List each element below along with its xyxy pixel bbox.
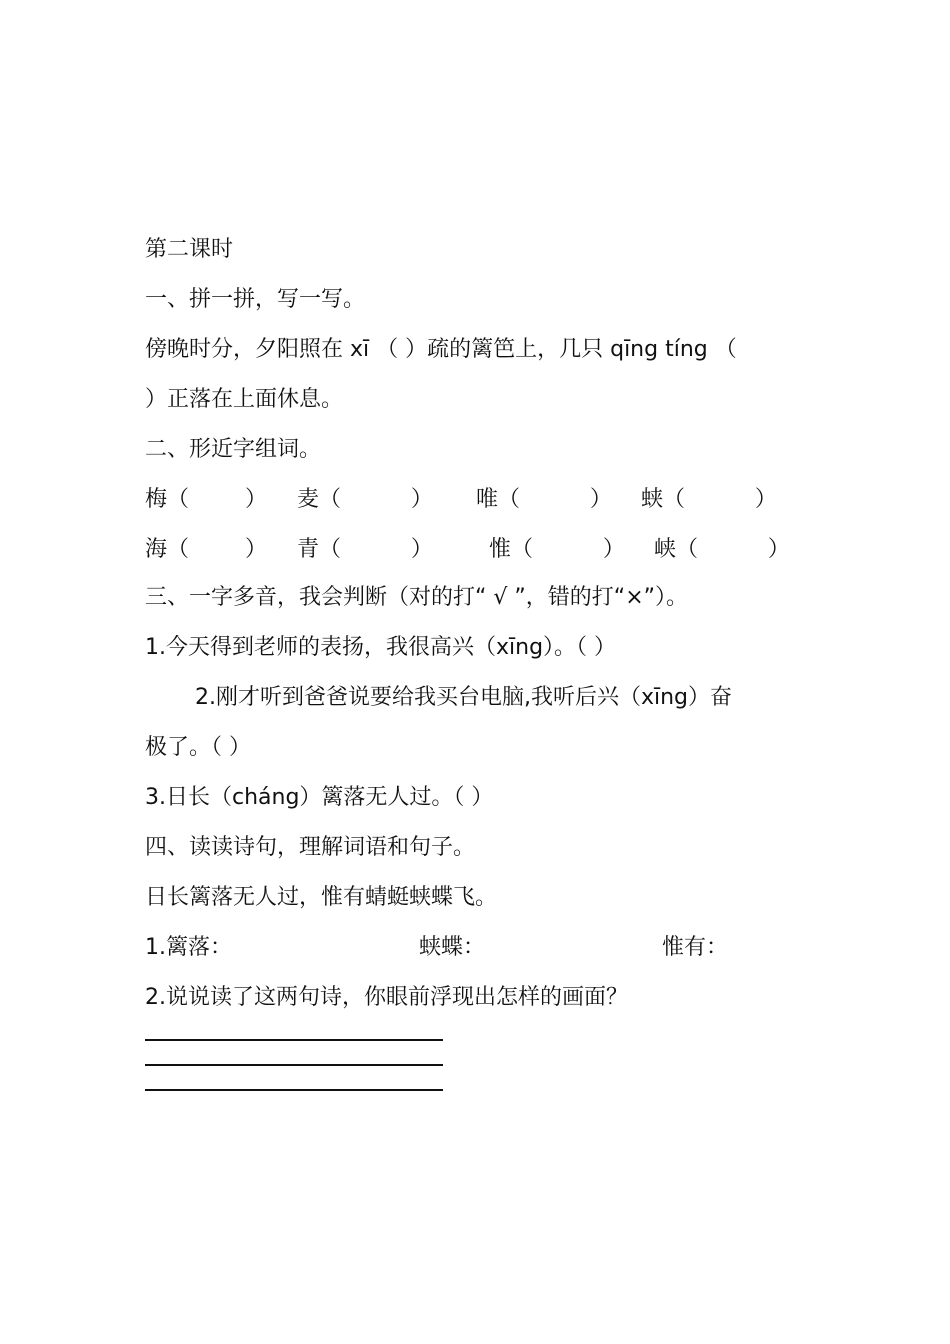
word-group-item: 麦（ ） bbox=[297, 487, 433, 512]
judgement-item-2-line2: 极了。（ ） bbox=[145, 735, 251, 760]
term-label: 蛱蝶： bbox=[419, 935, 486, 960]
word-group-item: 梅（ ） bbox=[145, 487, 267, 512]
term-label: 1.篱落： bbox=[145, 935, 232, 960]
word-group-item: 惟（ ） bbox=[489, 537, 625, 562]
term-label: 惟有： bbox=[662, 935, 729, 960]
picture-question: 2.说说读了这两句诗，你眼前浮现出怎样的画面？ bbox=[145, 985, 628, 1010]
answer-line bbox=[145, 1039, 443, 1041]
section1-text-line2: ）正落在上面休息。 bbox=[145, 387, 344, 412]
word-group-item: 蛱（ ） bbox=[641, 487, 777, 512]
section3-heading: 三、一字多音，我会判断（对的打“ √ ”，错的打“×”）。 bbox=[145, 585, 689, 610]
judgement-item-2-line1: 2.刚才听到爸爸说要给我买台电脑,我听后兴（xīng）奋 bbox=[195, 685, 733, 710]
section2-heading: 二、形近字组词。 bbox=[145, 437, 322, 462]
word-group-item: 海（ ） bbox=[145, 537, 267, 562]
word-group-item: 峡（ ） bbox=[654, 537, 790, 562]
section4-heading: 四、读读诗句，理解词语和句子。 bbox=[145, 835, 476, 860]
section1-text-line1: 傍晚时分，夕阳照在 xī （ ）疏的篱笆上，几只 qīng tíng （ bbox=[145, 337, 737, 362]
answer-line bbox=[145, 1089, 443, 1091]
word-group-row-1 bbox=[145, 485, 805, 515]
section1-heading: 一、拼一拼，写一写。 bbox=[145, 287, 366, 312]
judgement-item-3: 3.日长（cháng）篱落无人过。（ ） bbox=[145, 785, 494, 810]
poem-lines: 日长篱落无人过，惟有蜻蜓蛱蝶飞。 bbox=[145, 885, 498, 910]
judgement-item-1: 1.今天得到老师的表扬，我很高兴（xīng）。（ ） bbox=[145, 635, 617, 660]
lesson-title: 第二课时 bbox=[145, 237, 234, 262]
word-group-item: 青（ ） bbox=[297, 537, 433, 562]
word-group-item: 唯（ ） bbox=[476, 487, 612, 512]
term-explanation-row bbox=[145, 933, 805, 963]
answer-line bbox=[145, 1064, 443, 1066]
word-group-row-2 bbox=[145, 535, 805, 565]
